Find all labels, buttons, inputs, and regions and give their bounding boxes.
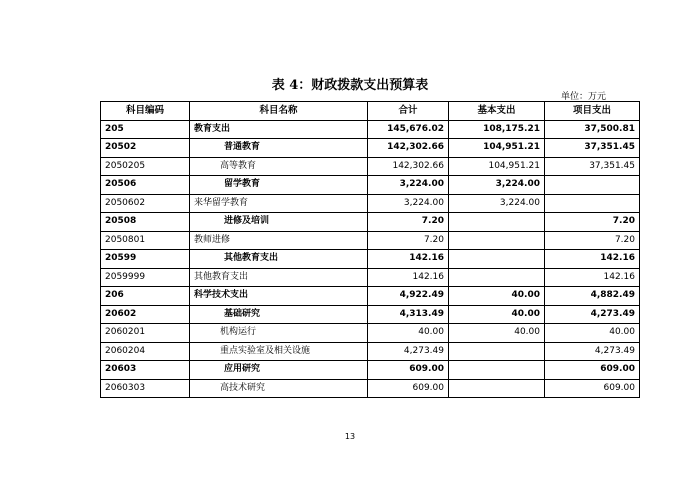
cell-name: 普通教育: [190, 139, 368, 158]
cell-project: 37,500.81: [545, 120, 640, 139]
cell-code: 20599: [101, 250, 190, 269]
cell-basic: [449, 268, 545, 287]
table-row: [101, 305, 640, 324]
cell-name: 高技术研究: [190, 379, 368, 398]
cell-total: 3,224.00: [368, 194, 449, 213]
cell-project: 4,882.49: [545, 287, 640, 306]
table-header-row: [101, 102, 640, 121]
cell-basic: [449, 213, 545, 232]
cell-basic: 104,951.21: [449, 157, 545, 176]
cell-code: 206: [101, 287, 190, 306]
cell-project: 142.16: [545, 250, 640, 269]
cell-total: 609.00: [368, 379, 449, 398]
cell-code: 2050205: [101, 157, 190, 176]
cell-basic: [449, 250, 545, 269]
cell-basic: 40.00: [449, 287, 545, 306]
table-row: [101, 213, 640, 232]
table-row: [101, 139, 640, 158]
cell-code: 205: [101, 120, 190, 139]
cell-code: 2060201: [101, 324, 190, 343]
cell-project: [545, 176, 640, 195]
cell-code: 20603: [101, 361, 190, 380]
table-row: [101, 361, 640, 380]
cell-name: 其他教育支出: [190, 250, 368, 269]
header-code: 科目编码: [101, 102, 190, 121]
cell-project: 37,351.45: [545, 139, 640, 158]
cell-total: 40.00: [368, 324, 449, 343]
table-row: [101, 194, 640, 213]
cell-basic: 40.00: [449, 305, 545, 324]
cell-project: 40.00: [545, 324, 640, 343]
cell-project: 7.20: [545, 231, 640, 250]
cell-total: 609.00: [368, 361, 449, 380]
cell-basic: 3,224.00: [449, 194, 545, 213]
cell-project: [545, 194, 640, 213]
table-row: [101, 120, 640, 139]
cell-basic: 3,224.00: [449, 176, 545, 195]
table-row: [101, 176, 640, 195]
cell-project: 7.20: [545, 213, 640, 232]
table-row: [101, 268, 640, 287]
cell-code: 20508: [101, 213, 190, 232]
cell-total: 142,302.66: [368, 157, 449, 176]
cell-code: 20506: [101, 176, 190, 195]
table-title: 表 4：财政拨款支出预算表: [271, 78, 429, 93]
cell-total: 142.16: [368, 268, 449, 287]
cell-basic: 108,175.21: [449, 120, 545, 139]
header-total: 合计: [368, 102, 449, 121]
cell-basic: [449, 342, 545, 361]
cell-total: 145,676.02: [368, 120, 449, 139]
cell-basic: [449, 361, 545, 380]
cell-name: 教育支出: [190, 120, 368, 139]
cell-name: 应用研究: [190, 361, 368, 380]
cell-name: 高等教育: [190, 157, 368, 176]
header-project: 项目支出: [545, 102, 640, 121]
cell-name: 重点实验室及相关设施: [190, 342, 368, 361]
table-row: [101, 379, 640, 398]
cell-name: 教师进修: [190, 231, 368, 250]
cell-total: 4,313.49: [368, 305, 449, 324]
cell-name: 机构运行: [190, 324, 368, 343]
cell-total: 4,273.49: [368, 342, 449, 361]
cell-basic: [449, 379, 545, 398]
cell-code: 2059999: [101, 268, 190, 287]
header-name: 科目名称: [190, 102, 368, 121]
cell-name: 留学教育: [190, 176, 368, 195]
cell-name: 科学技术支出: [190, 287, 368, 306]
cell-project: 37,351.45: [545, 157, 640, 176]
cell-total: 4,922.49: [368, 287, 449, 306]
table-row: [101, 342, 640, 361]
cell-total: 7.20: [368, 213, 449, 232]
cell-project: 4,273.49: [545, 342, 640, 361]
cell-basic: 40.00: [449, 324, 545, 343]
unit-label: 单位：万元: [560, 92, 606, 102]
cell-code: 20602: [101, 305, 190, 324]
cell-code: 2050801: [101, 231, 190, 250]
cell-name: 基础研究: [190, 305, 368, 324]
page-number: 13: [344, 432, 356, 441]
cell-basic: 104,951.21: [449, 139, 545, 158]
cell-name: 来华留学教育: [190, 194, 368, 213]
cell-project: 4,273.49: [545, 305, 640, 324]
cell-total: 7.20: [368, 231, 449, 250]
table-row: [101, 250, 640, 269]
table-row: [101, 231, 640, 250]
budget-table: [100, 101, 640, 398]
cell-total: 142.16: [368, 250, 449, 269]
cell-code: 20502: [101, 139, 190, 158]
cell-code: 2060303: [101, 379, 190, 398]
cell-code: 2060204: [101, 342, 190, 361]
table-row: [101, 324, 640, 343]
cell-code: 2050602: [101, 194, 190, 213]
cell-name: 其他教育支出: [190, 268, 368, 287]
cell-name: 进修及培训: [190, 213, 368, 232]
cell-project: 609.00: [545, 379, 640, 398]
cell-basic: [449, 231, 545, 250]
table-row: [101, 157, 640, 176]
cell-total: 142,302.66: [368, 139, 449, 158]
cell-project: 609.00: [545, 361, 640, 380]
cell-project: 142.16: [545, 268, 640, 287]
cell-total: 3,224.00: [368, 176, 449, 195]
header-basic: 基本支出: [449, 102, 545, 121]
table-row: [101, 287, 640, 306]
